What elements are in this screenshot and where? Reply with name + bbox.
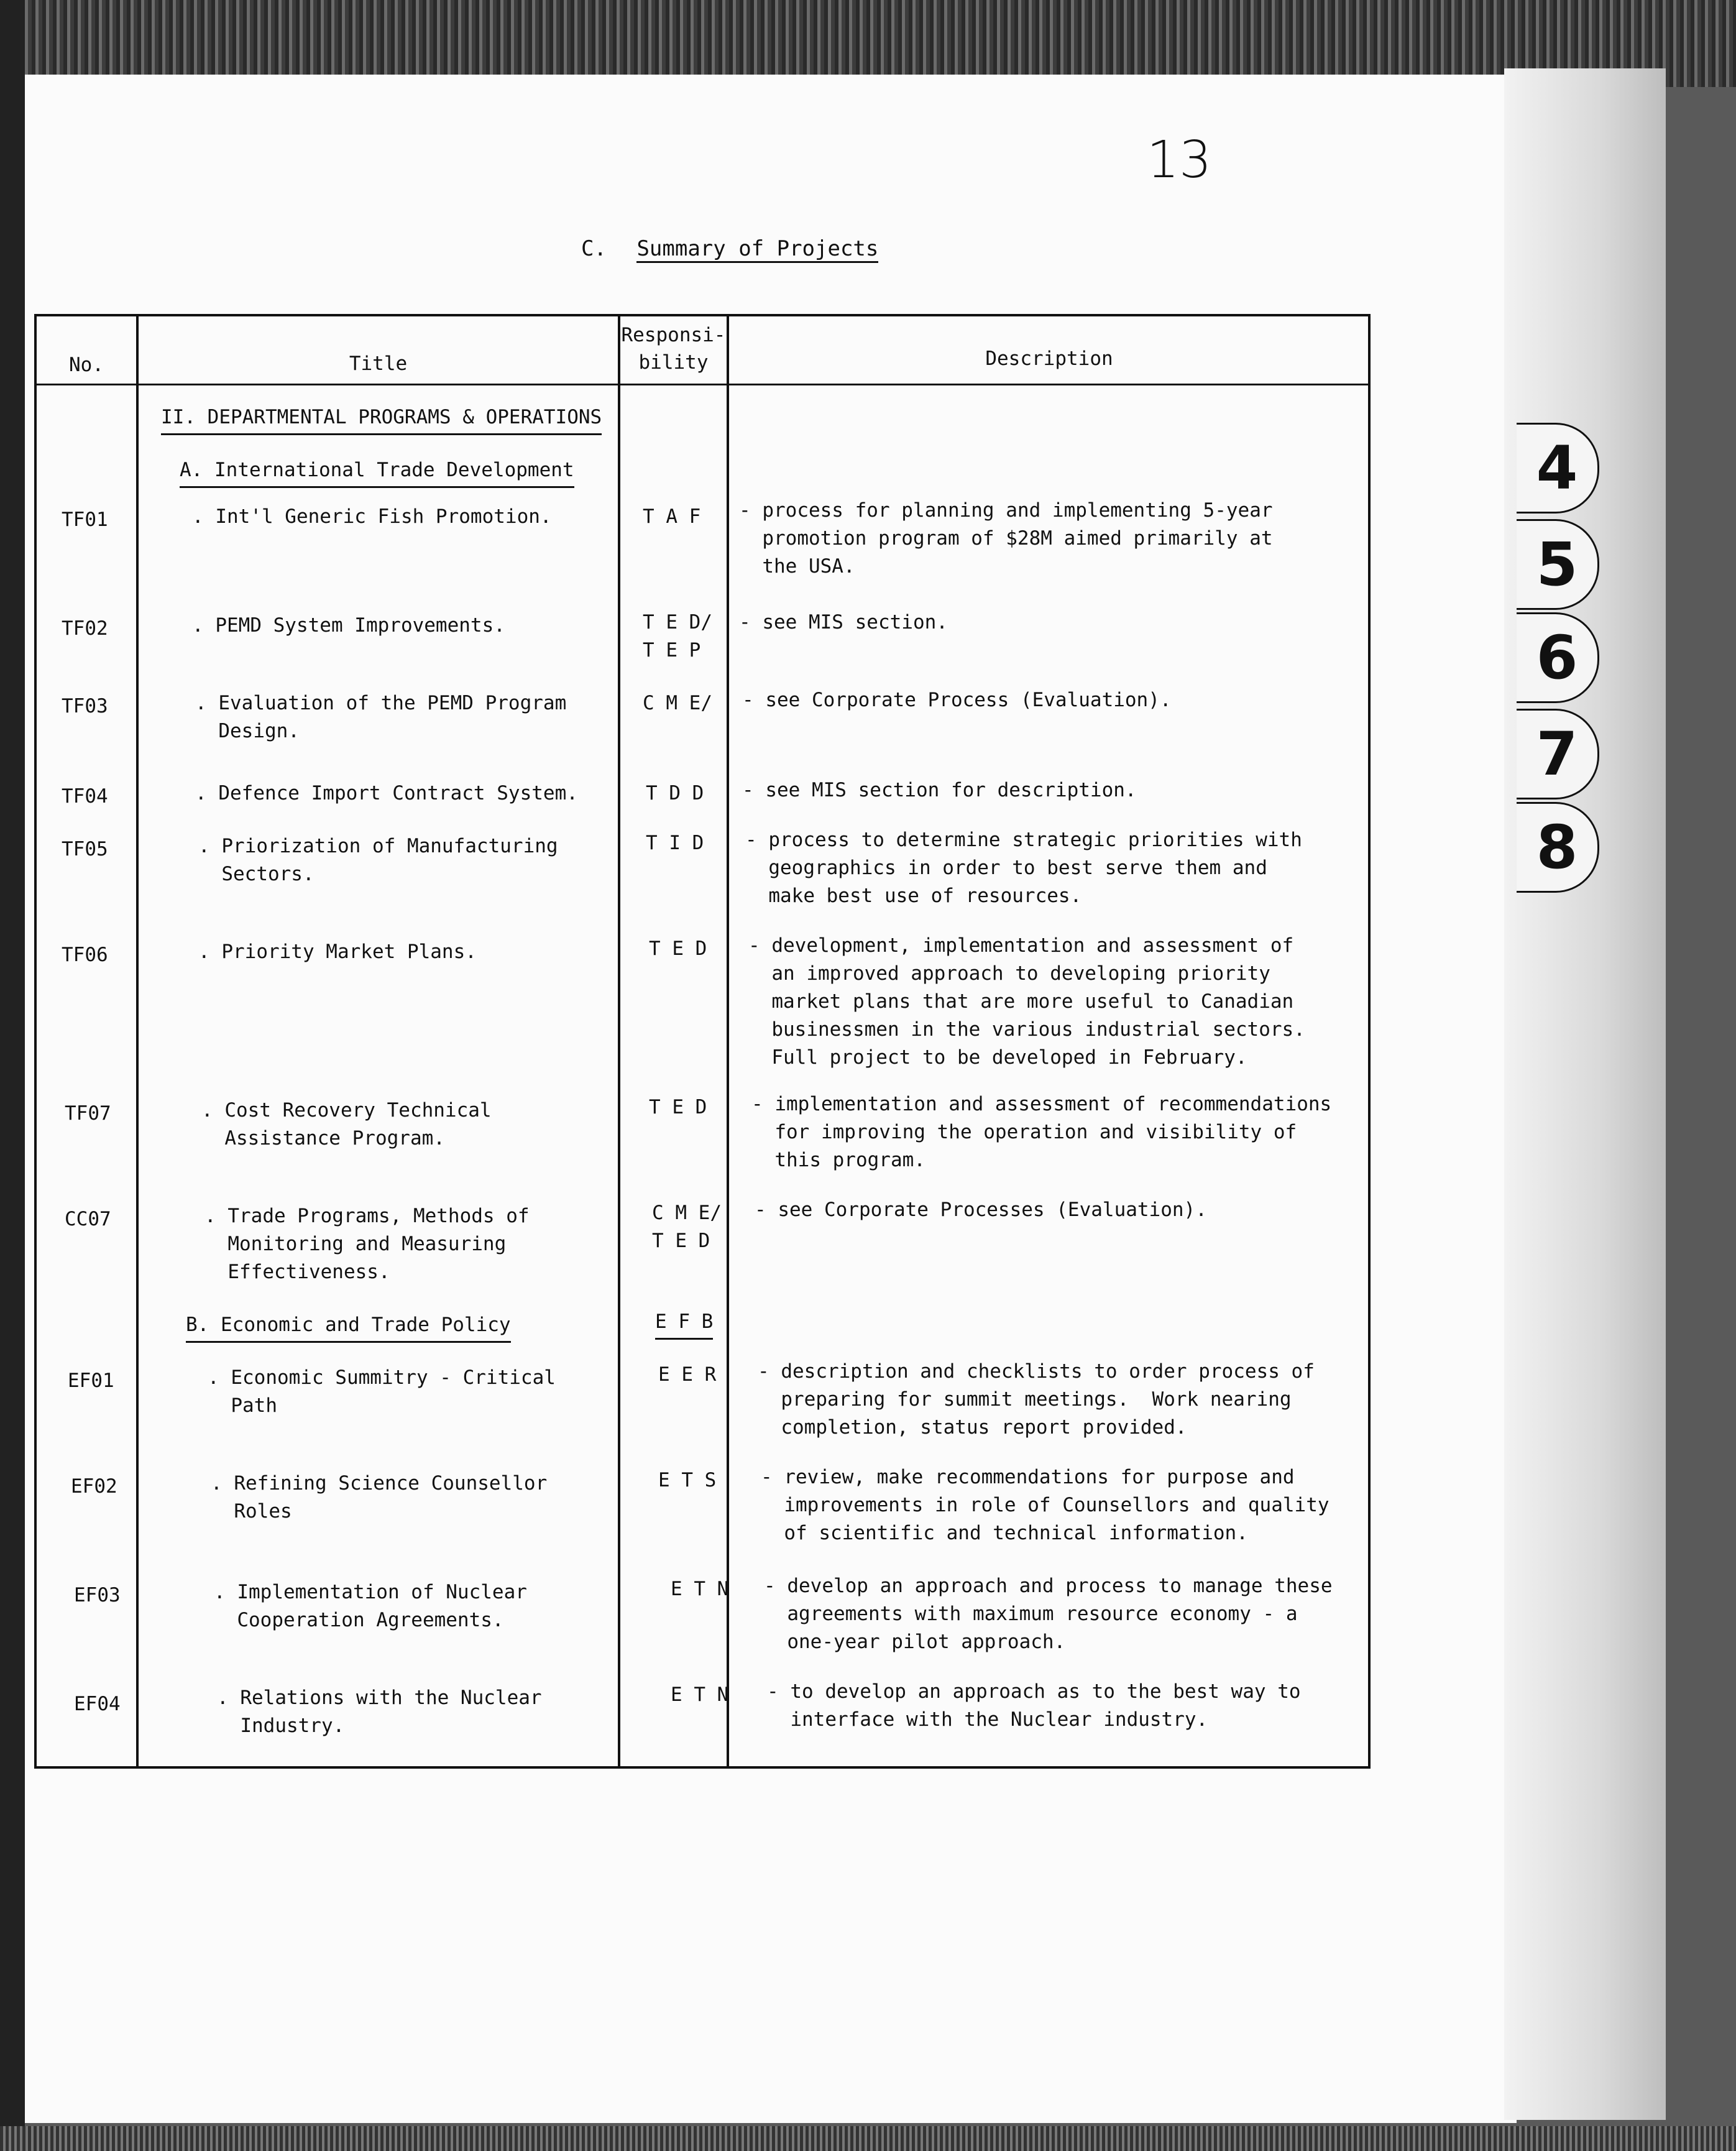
row-responsibility: T A F	[643, 505, 701, 528]
row-title: . Relations with the Nuclear Industry.	[217, 1687, 542, 1737]
scan-border-top	[0, 0, 1736, 87]
row-no: TF05	[62, 838, 108, 860]
row-no: EF01	[68, 1370, 114, 1392]
group-heading: II. DEPARTMENTAL PROGRAMS & OPERATIONS	[161, 403, 602, 435]
header-divider	[37, 384, 1368, 385]
row-description: - process for planning and implementing 5-year promotion program of $28M aimed primarily at the USA.	[739, 499, 1273, 578]
row-description: - process to determine strategic priorities with geographics in order to best serve them and make best use of resources.	[745, 829, 1302, 907]
row-title: . Cost Recovery Technical Assistance Program.	[201, 1099, 492, 1149]
row-responsibility: C M E/ T E D	[652, 1202, 722, 1252]
subhead-a: A. International Trade Development	[180, 456, 574, 488]
divider-tab-4[interactable]: 4	[1517, 423, 1599, 514]
row-responsibility: T D D	[646, 782, 704, 804]
section-heading	[581, 236, 878, 261]
header-no: No.	[69, 354, 104, 376]
row-description: - description and checklists to order process of preparing for summit meetings. Work nearing completion, status report provided.	[758, 1360, 1315, 1439]
header-responsibility: Responsi- bility	[621, 324, 726, 374]
section-letter: C.	[581, 236, 607, 261]
row-description: - see MIS section for description.	[742, 779, 1137, 801]
row-description: - develop an approach and process to manage these agreements with maximum resource economy - a one-year pilot approach.	[764, 1575, 1333, 1653]
row-no: TF07	[65, 1102, 111, 1125]
row-responsibility: C M E/	[643, 692, 712, 714]
divider-tab-6[interactable]: 6	[1517, 612, 1599, 703]
row-responsibility: T E D	[649, 1096, 707, 1118]
row-no: EF04	[74, 1693, 121, 1715]
projects-table	[34, 314, 1371, 1769]
row-title: . Evaluation of the PEMD Program Design.	[195, 692, 567, 742]
row-title: . Trade Programs, Methods of Monitoring and Measuring Effectiveness.	[204, 1205, 530, 1283]
row-description: - see MIS section.	[739, 611, 948, 633]
column-divider	[136, 316, 139, 1766]
row-description: - see Corporate Processes (Evaluation).	[755, 1199, 1207, 1221]
divider-tab-8[interactable]: 8	[1517, 802, 1599, 893]
row-title: . Priorization of Manufacturing Sectors.	[198, 835, 558, 885]
row-title: . Priority Market Plans.	[198, 941, 477, 963]
row-description: - implementation and assessment of recommendations for improving the operation and visibility of this program.	[751, 1093, 1332, 1171]
row-no: EF02	[71, 1475, 117, 1498]
row-responsibility: T E D	[649, 937, 707, 960]
row-no: CC07	[65, 1208, 111, 1230]
row-title: . Int'l Generic Fish Promotion.	[192, 505, 552, 528]
row-no: TF06	[62, 944, 108, 966]
row-responsibility: E E R	[658, 1363, 717, 1386]
divider-tab-strip	[1504, 68, 1666, 2120]
scan-border-left	[0, 0, 25, 2151]
row-title: . Economic Summitry - Critical Path	[208, 1366, 556, 1417]
divider-tab-7[interactable]: 7	[1517, 709, 1599, 799]
row-no: EF03	[74, 1584, 121, 1606]
row-no: TF02	[62, 617, 108, 640]
subhead-b-responsibility: E F B	[655, 1308, 713, 1340]
row-description: - development, implementation and assessment of an improved approach to developing priority market plans that are more useful to Canadian businessmen in the various industrial sectors. Full project to be developed in February.	[748, 934, 1305, 1069]
page-number: 13	[1147, 131, 1212, 190]
row-title: . PEMD System Improvements.	[192, 614, 505, 637]
header-description: Description	[985, 348, 1113, 370]
row-responsibility: E T N	[671, 1683, 729, 1706]
scan-border-bottom	[0, 2126, 1736, 2151]
row-no: TF03	[62, 695, 108, 717]
row-title: . Implementation of Nuclear Cooperation Agreements.	[214, 1581, 527, 1631]
column-divider	[727, 316, 729, 1766]
divider-tab-5[interactable]: 5	[1517, 519, 1599, 610]
column-divider	[618, 316, 620, 1766]
row-no: TF01	[62, 509, 108, 531]
row-responsibility: T I D	[646, 832, 704, 854]
row-responsibility: E T S	[658, 1469, 717, 1491]
row-responsibility: E T N	[671, 1578, 729, 1600]
row-description: - to develop an approach as to the best way to interface with the Nuclear industry.	[767, 1680, 1301, 1731]
row-description: - review, make recommendations for purpose and improvements in role of Counsellors and quality of scientific and technical information.	[761, 1466, 1330, 1544]
row-description: - see Corporate Process (Evaluation).	[742, 689, 1172, 711]
row-title: . Defence Import Contract System.	[195, 782, 578, 804]
section-title: Summary of Projects	[636, 236, 878, 263]
row-no: TF04	[62, 785, 108, 808]
subhead-b: B. Economic and Trade Policy	[186, 1311, 511, 1343]
header-title: Title	[349, 352, 408, 375]
row-title: . Refining Science Counsellor Roles	[211, 1472, 548, 1522]
row-responsibility: T E D/ T E P	[643, 611, 712, 661]
